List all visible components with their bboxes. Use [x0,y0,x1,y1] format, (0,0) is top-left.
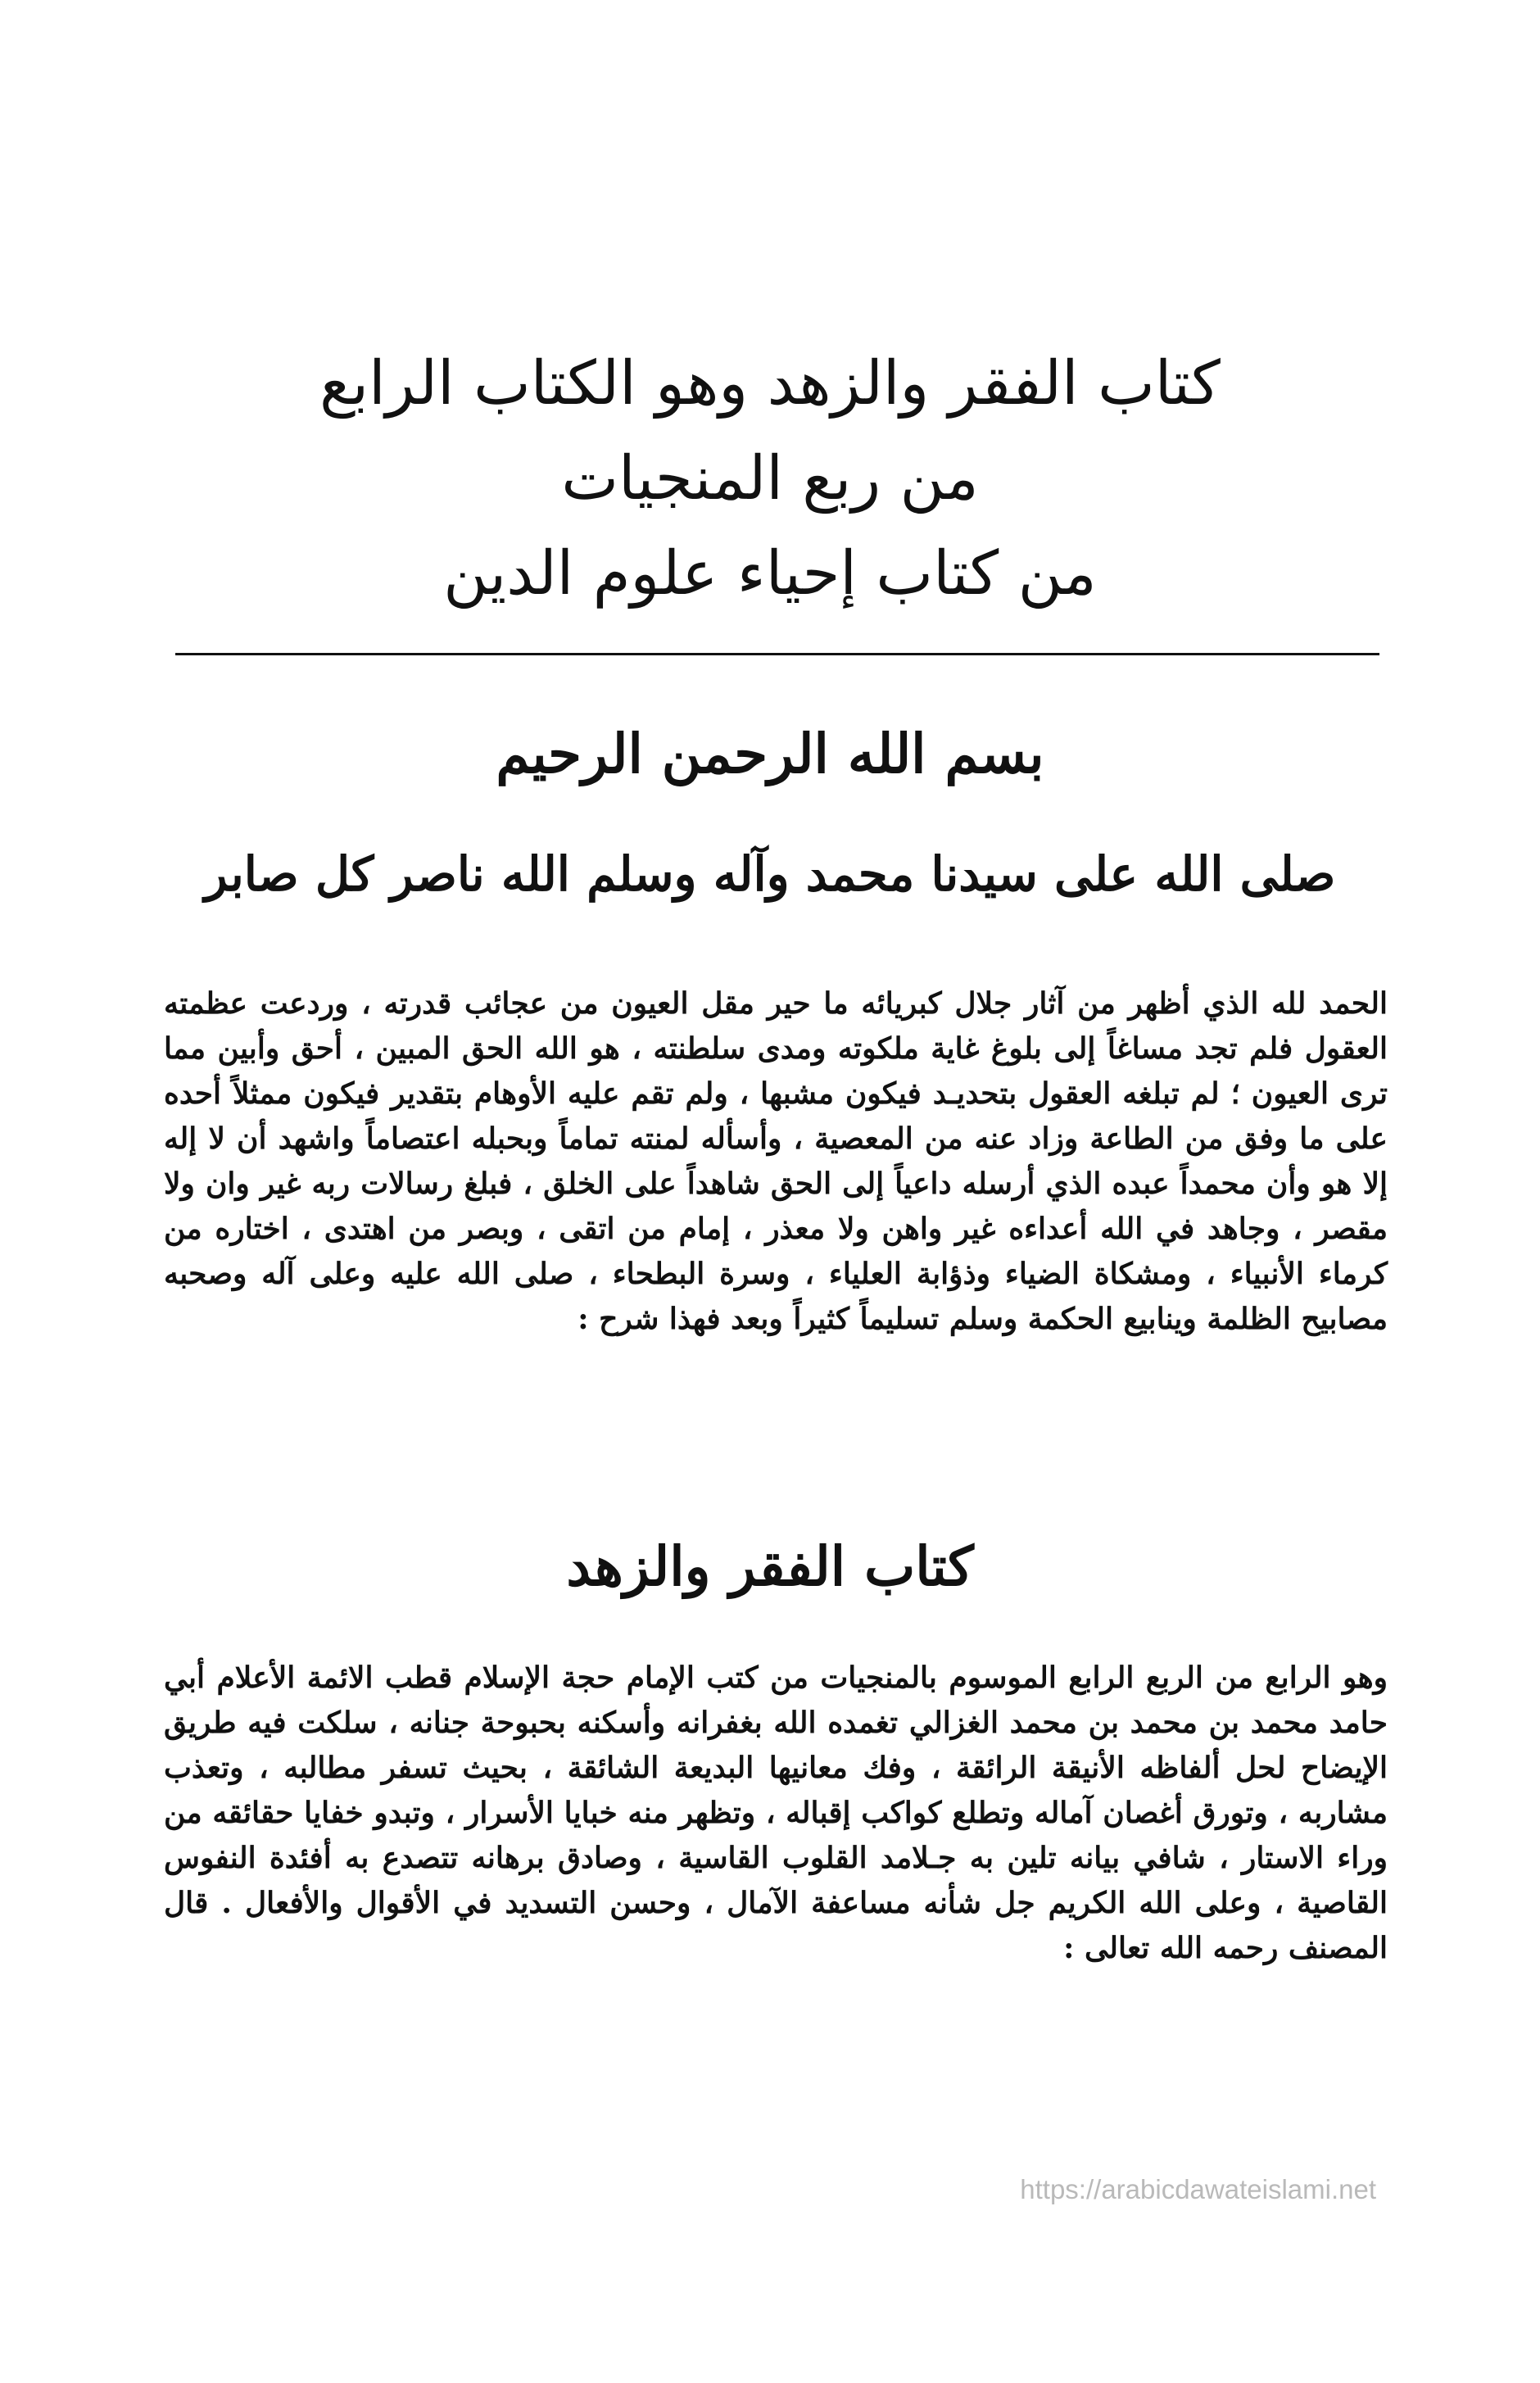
basmala-heading: بسم الله الرحمن الرحيم [496,722,1044,786]
title-divider [175,653,1379,655]
title-line-1: كتاب الفقر والزهد وهو الكتاب الرابع [319,348,1221,419]
title-line-2: من ربع المنجيات [561,443,979,514]
salawat-heading: صلى الله على سيدنا محمد وآله وسلم الله ناصر كل صابر [204,846,1336,902]
watermark-url: https://arabicdawateislami.net [1020,2174,1376,2204]
book-title [0,336,1540,621]
section-title: كتاب الفقر والزهد [566,1534,974,1598]
title-line-3: من كتاب إحياء علوم الدين [443,538,1097,609]
section-paragraph: وهو الرابع من الربع الرابع الموسوم بالمنجيات من كتب الإمام حجة الإسلام قطب الائمة الأعلام أبي حامد محمد بن محمد بن محمد الغزالي تغمده الله بغفرانه وأسكنه بحبوحة جنانه ، سلكت فيه طريق الإيضاح لحل ألفاظه الأنيقة الرائقة ، وفك معانيها البديعة الشائقة ، بحيث تسفر مطالبه ، وتعذب مشاربه ، وتورق أغصان آماله وتطلع كواكب إقباله ، وتظهر منه خبايا الأسرار ، وتبدو خفايا حقائقه من وراء الاستار ، شافي بيانه تلين به جـلامد القلوب القاسية ، وصادق برهانه تتصدع به أفئدة النفوس القاصية ، وعلى الله الكريم جل شأنه مساعفة الآمال ، وحسن التسديد في الأقوال والأفعال . قال المصنف رحمه الله تعالى : [164,1660,1388,1965]
intro-paragraph: الحمد لله الذي أظهر من آثار جلال كبريائه ما حير مقل العيون من عجائب قدرته ، وردعت عظمته العقول فلم تجد مساغاً إلى بلوغ غاية ملكوته ومدى سلطنته ، هو الله الحق المبين ، أحق وأبين مما ترى العيون ؛ لم تبلغه العقول بتحديـد فيكون مشبها ، ولم تقم عليه الأوهام بتقدير فيكون ممثلاً أحده على ما وفق من الطاعة وزاد عنه من المعصية ، وأسأله لمنته تماماً وبحبله اعتصاماً واشهد أن لا إله إلا هو وأن محمداً عبده الذي أرسله داعياً إلى الحق شاهداً على الخلق ، فبلغ رسالات ربه غير وان ولا مقصر ، وجاهد في الله أعداءه غير واهن ولا معذر ، إمام من اتقى ، وبصر من اهتدى ، اختاره من كرماء الأنبياء ، ومشكاة الضياء وذؤابة العلياء ، وسرة البطحاء ، صلى الله عليه وعلى آله وصحبه مصابيح الظلمة وينابيع الحكمة وسلم تسليماً كثيراً وبعد فهذا شرح : [164,986,1388,1336]
